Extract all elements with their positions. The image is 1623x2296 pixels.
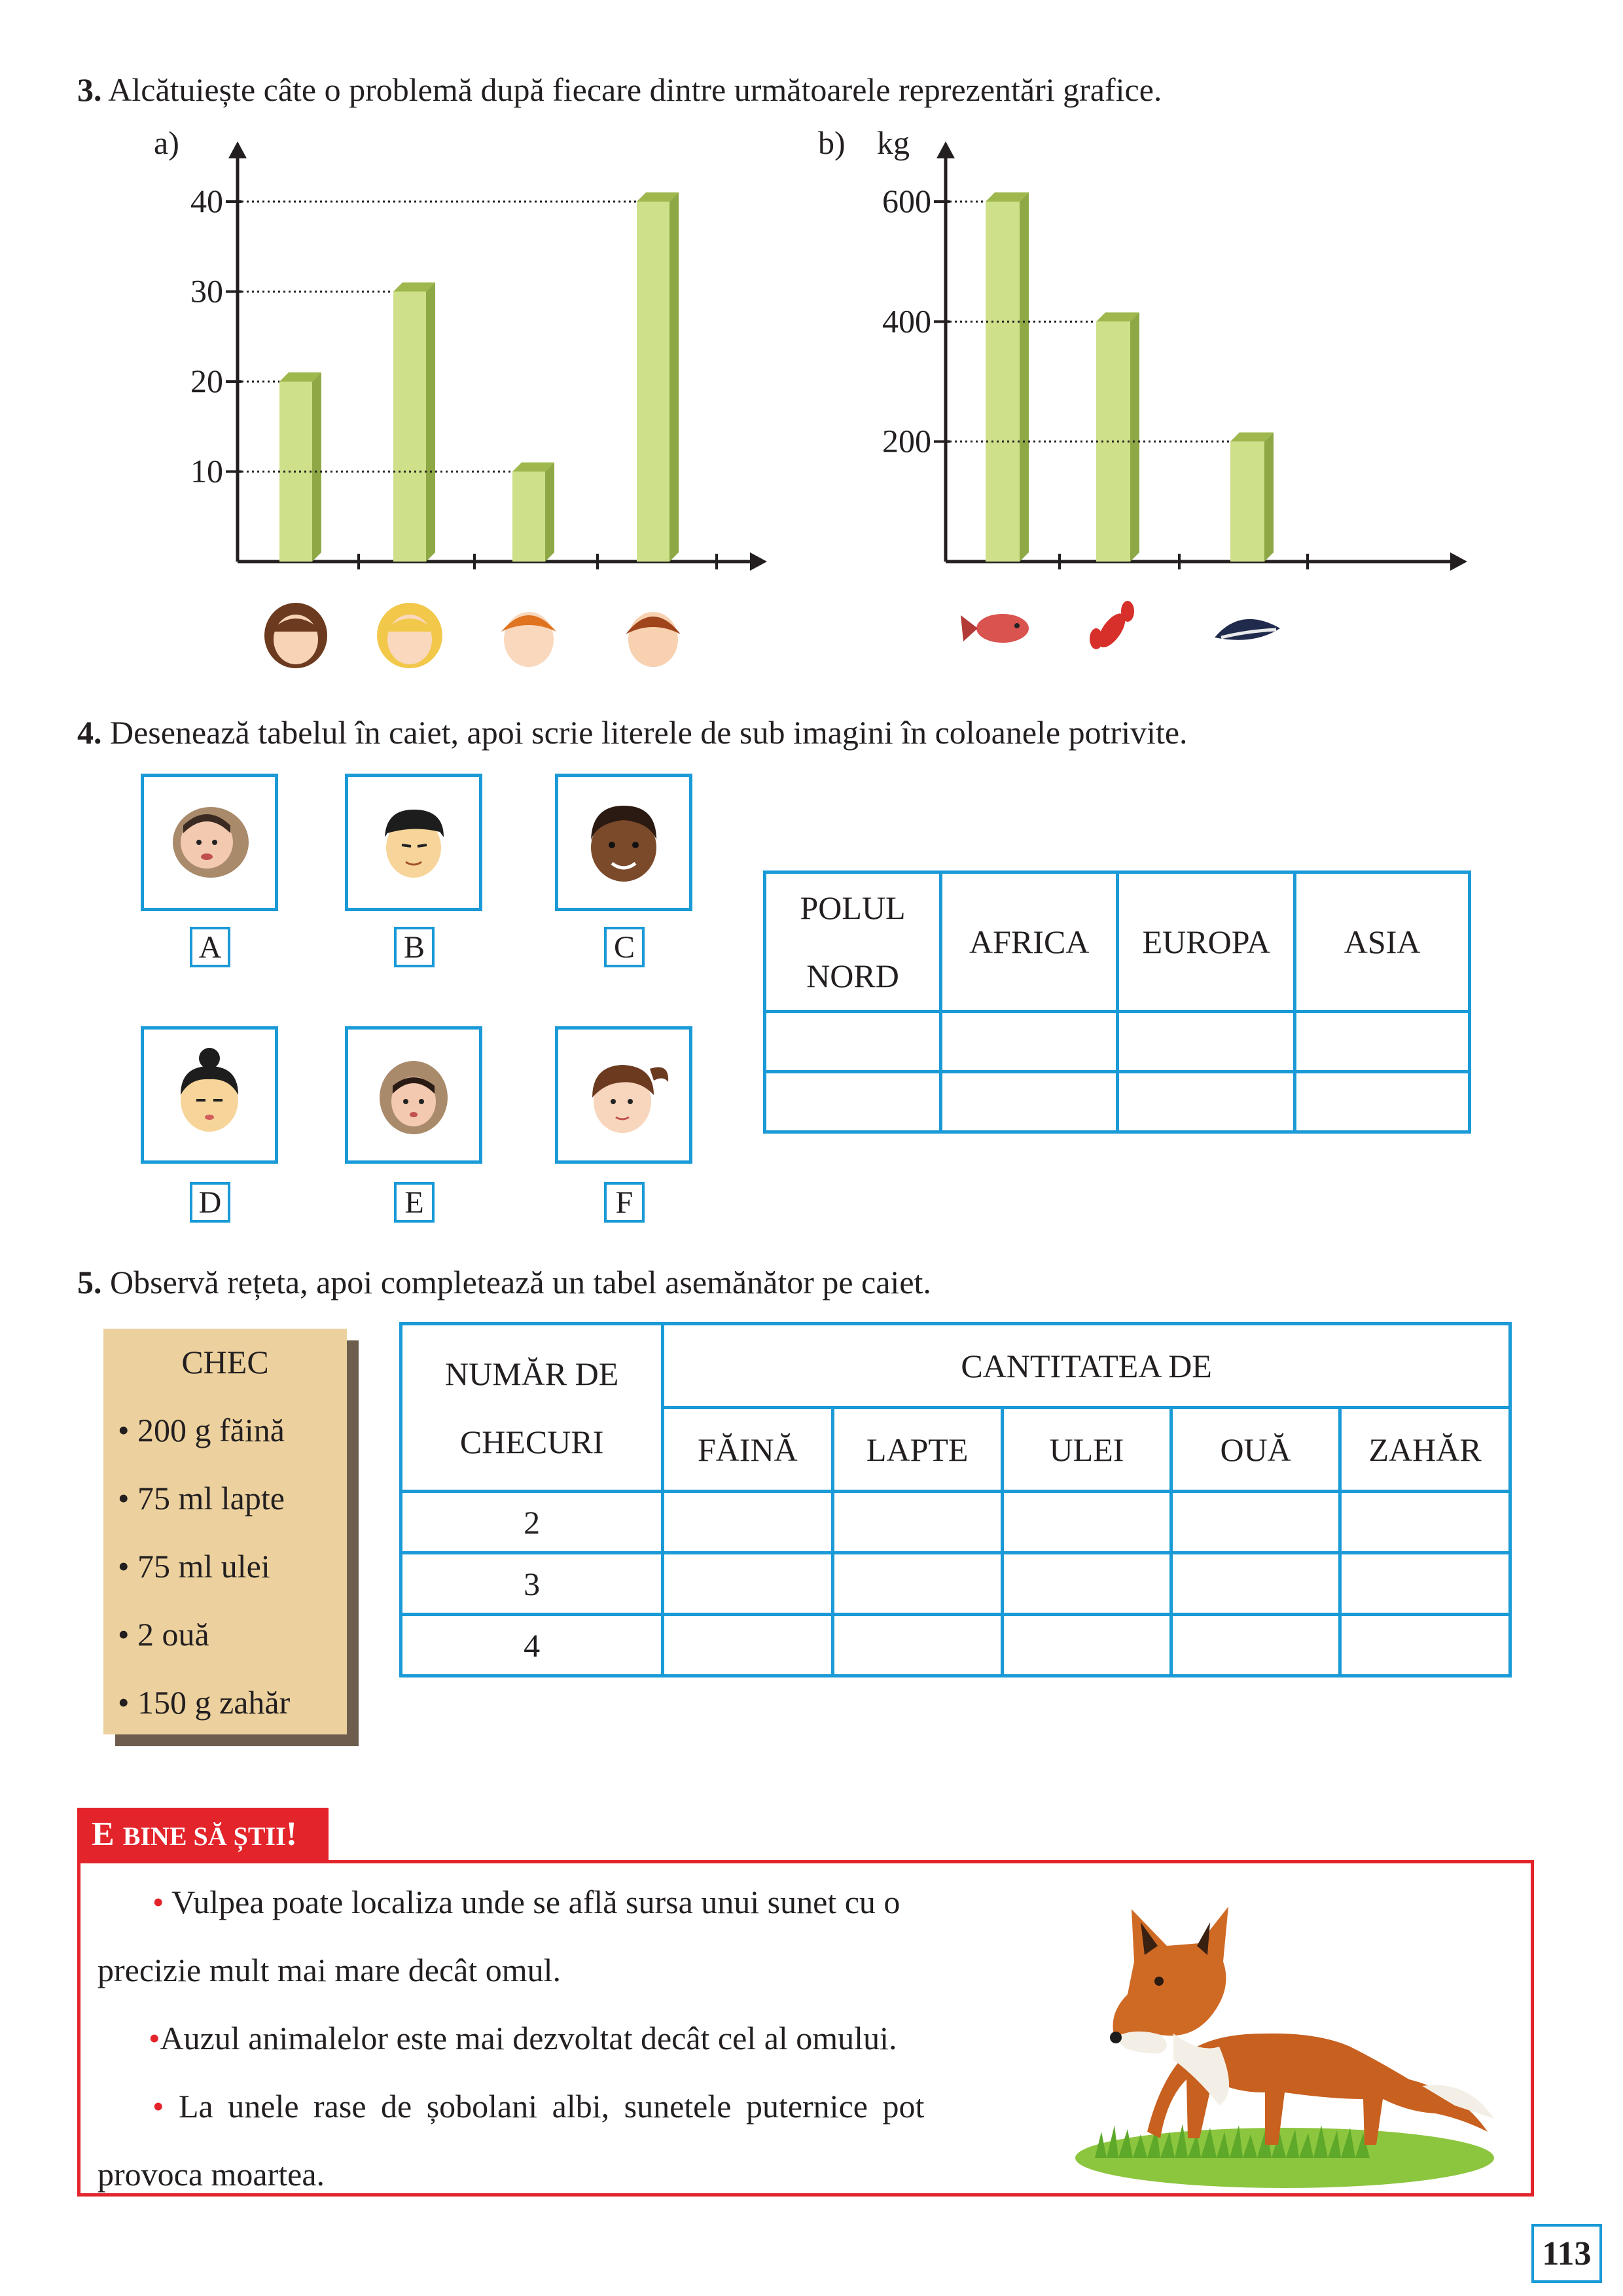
recipe-item: • 150 g zahăr: [118, 1684, 291, 1721]
red-haired-boy-icon: [501, 612, 556, 667]
table-cell: [1295, 1072, 1470, 1132]
recipe-item: • 75 ml lapte: [118, 1480, 285, 1516]
bar-side: [1264, 433, 1274, 562]
bullet: •: [152, 1884, 164, 1920]
header-europa: EUROPA: [1118, 872, 1295, 1012]
table-cell: [832, 1553, 1002, 1615]
bar: [393, 292, 426, 562]
fox-illustration: [1069, 1883, 1501, 2191]
table-cell: [663, 1492, 832, 1553]
table-cell: [1171, 1553, 1340, 1615]
header-asia: ASIA: [1295, 872, 1470, 1012]
task-5-number: 5.: [77, 1264, 102, 1300]
info-tab-end: !: [285, 1816, 298, 1853]
table-cell: [832, 1492, 1002, 1553]
y-tick-label: 40: [190, 183, 223, 219]
header-africa: AFRICA: [941, 872, 1118, 1012]
card-f-letter: F: [604, 1182, 645, 1223]
table-cell: [1002, 1553, 1171, 1615]
recipe-item: • 200 g făină: [118, 1412, 285, 1448]
y-tick-label: 20: [190, 363, 223, 399]
chart-b-panel-label: b): [818, 124, 846, 161]
info-tab-rest: BINE SĂ ȘTII: [122, 1821, 286, 1851]
page-number: 113: [1531, 2224, 1602, 2283]
european-girl-face-icon: [558, 1030, 689, 1160]
card-a-letter: A: [190, 927, 230, 967]
info-box: [77, 1860, 1534, 2197]
info-text: Vulpea poate localiza unde se află sursa unui sunet cu o: [171, 1884, 901, 1920]
chart-b: [812, 124, 1479, 700]
bar-side: [545, 463, 554, 562]
info-line: [152, 2087, 924, 2125]
table-cell: [941, 1072, 1118, 1132]
african-child-face-icon: [558, 777, 689, 908]
table-cell: [663, 1553, 832, 1615]
recipe-card: [103, 1329, 347, 1734]
bar-side: [1020, 192, 1029, 562]
asian-girl-face-icon: [144, 1030, 275, 1160]
bar-side: [312, 372, 321, 562]
task-3-text: Alcătuiește câte o problemă după fiecare dintre următoarele reprezentări grafice.: [108, 71, 1162, 108]
row-count: 2: [401, 1492, 663, 1553]
card-e-letter: E: [394, 1182, 435, 1223]
info-line: [152, 1883, 900, 1921]
bar-side: [426, 283, 435, 562]
header-nord: NORD: [806, 958, 899, 994]
info-text: precizie mult mai mare decât omul.: [98, 1952, 562, 1988]
card-d-letter: D: [190, 1182, 230, 1223]
y-tick-label: 10: [190, 452, 223, 490]
regions-table: [763, 870, 1471, 1134]
card-f: [555, 1026, 692, 1164]
card-b: [345, 774, 482, 911]
table-cell: [1002, 1615, 1171, 1676]
col-lapte: LAPTE: [832, 1408, 1002, 1492]
header-checuri: CHECURI: [459, 1423, 604, 1460]
task-4-text: Desenează tabelul în caiet, apoi scrie literele de sub imagini în coloanele potrivite.: [110, 714, 1188, 751]
info-line: [98, 1951, 561, 1989]
y-axis-arrow: [228, 141, 247, 158]
header-numar-de: NUMĂR DE: [444, 1355, 619, 1392]
row-count: 4: [401, 1615, 663, 1676]
card-c: [555, 774, 692, 911]
bar: [637, 202, 669, 562]
table-cell: [1118, 1012, 1295, 1072]
y-tick-label: 600: [882, 183, 931, 219]
task-5-instruction: [77, 1263, 931, 1301]
table-cell: [1118, 1072, 1295, 1132]
header-cantitatea-de: CANTITATEA DE: [663, 1324, 1510, 1408]
bar-side: [1130, 312, 1139, 562]
info-line: [98, 2155, 325, 2193]
table-row: [401, 1615, 1510, 1676]
col-faina: FĂINĂ: [663, 1408, 832, 1492]
info-tab-first: E: [92, 1816, 115, 1853]
asian-boy-face-icon: [348, 777, 479, 908]
card-a: [141, 774, 278, 911]
y-axis-arrow: [936, 141, 955, 158]
header-polul-nord: [765, 872, 941, 1012]
table-cell: [765, 1012, 941, 1072]
table-row: [401, 1553, 1510, 1615]
recipe-item: • 75 ml ulei: [118, 1548, 270, 1585]
bar: [512, 472, 545, 562]
header-polul: POLUL: [800, 889, 906, 926]
chart-b-ylabel: kg: [877, 124, 910, 161]
card-e: [345, 1026, 482, 1164]
chart-a: [131, 124, 779, 700]
recipe-title: CHEC: [181, 1344, 269, 1380]
col-oua: OUĂ: [1171, 1408, 1340, 1492]
lobster-icon: [1090, 601, 1134, 652]
y-tick-label: 400: [882, 302, 931, 340]
recipe-table: [399, 1322, 1512, 1677]
recipe-item: • 2 ouă: [118, 1616, 209, 1653]
eskimo-child-face-icon: [144, 777, 275, 908]
bullet: •: [152, 2088, 164, 2125]
task-4-number: 4.: [77, 714, 102, 751]
chart-a-panel-label: a): [154, 124, 179, 161]
x-axis-arrow: [1450, 552, 1467, 571]
info-line: [149, 2019, 897, 2057]
task-3-instruction: [77, 71, 1162, 109]
table-cell: [1340, 1615, 1510, 1676]
card-d: [141, 1026, 278, 1164]
brown-haired-boy-icon: [626, 612, 681, 667]
info-tab: [77, 1808, 329, 1861]
fish-icon: [961, 614, 1029, 643]
col-ulei: ULEI: [1002, 1408, 1171, 1492]
card-b-letter: B: [394, 927, 435, 967]
task-3-number: 3.: [77, 71, 102, 108]
eskimo-girl-face-icon: [348, 1030, 479, 1160]
table-cell: [1295, 1012, 1470, 1072]
col-zahar: ZAHĂR: [1340, 1408, 1510, 1492]
girl-dark-hair-icon: [264, 603, 327, 668]
y-tick-label: 200: [882, 422, 931, 459]
bullet: •: [149, 2020, 160, 2056]
table-cell: [1340, 1492, 1510, 1553]
table-cell: [1002, 1492, 1171, 1553]
table-cell: [1171, 1492, 1340, 1553]
bar: [986, 202, 1020, 562]
bar-side: [669, 192, 679, 562]
table-row: [401, 1492, 1510, 1553]
info-text: provoca moartea.: [98, 2156, 325, 2193]
table-cell: [941, 1012, 1118, 1072]
table-cell: [832, 1615, 1002, 1676]
blonde-girl-icon: [377, 603, 442, 668]
task-4-instruction: [77, 713, 1188, 751]
table-cell: [663, 1615, 832, 1676]
y-tick-label: 30: [190, 272, 223, 310]
x-axis-arrow: [750, 552, 767, 571]
table-cell: [1340, 1553, 1510, 1615]
mussel-icon: [1215, 619, 1280, 640]
header-numar-checuri: [401, 1324, 663, 1492]
task-5-text: Observă rețeta, apoi completează un tabel asemănător pe caiet.: [110, 1264, 931, 1300]
bar: [1230, 442, 1264, 562]
table-cell: [1171, 1615, 1340, 1676]
info-text: La unele rase de șobolani albi, sunetele puternice pot: [179, 2088, 925, 2125]
card-c-letter: C: [604, 927, 645, 967]
table-cell: [765, 1072, 941, 1132]
info-text: Auzul animalelor este mai dezvoltat decât cel al omului.: [160, 2020, 897, 2056]
row-count: 3: [401, 1553, 663, 1615]
